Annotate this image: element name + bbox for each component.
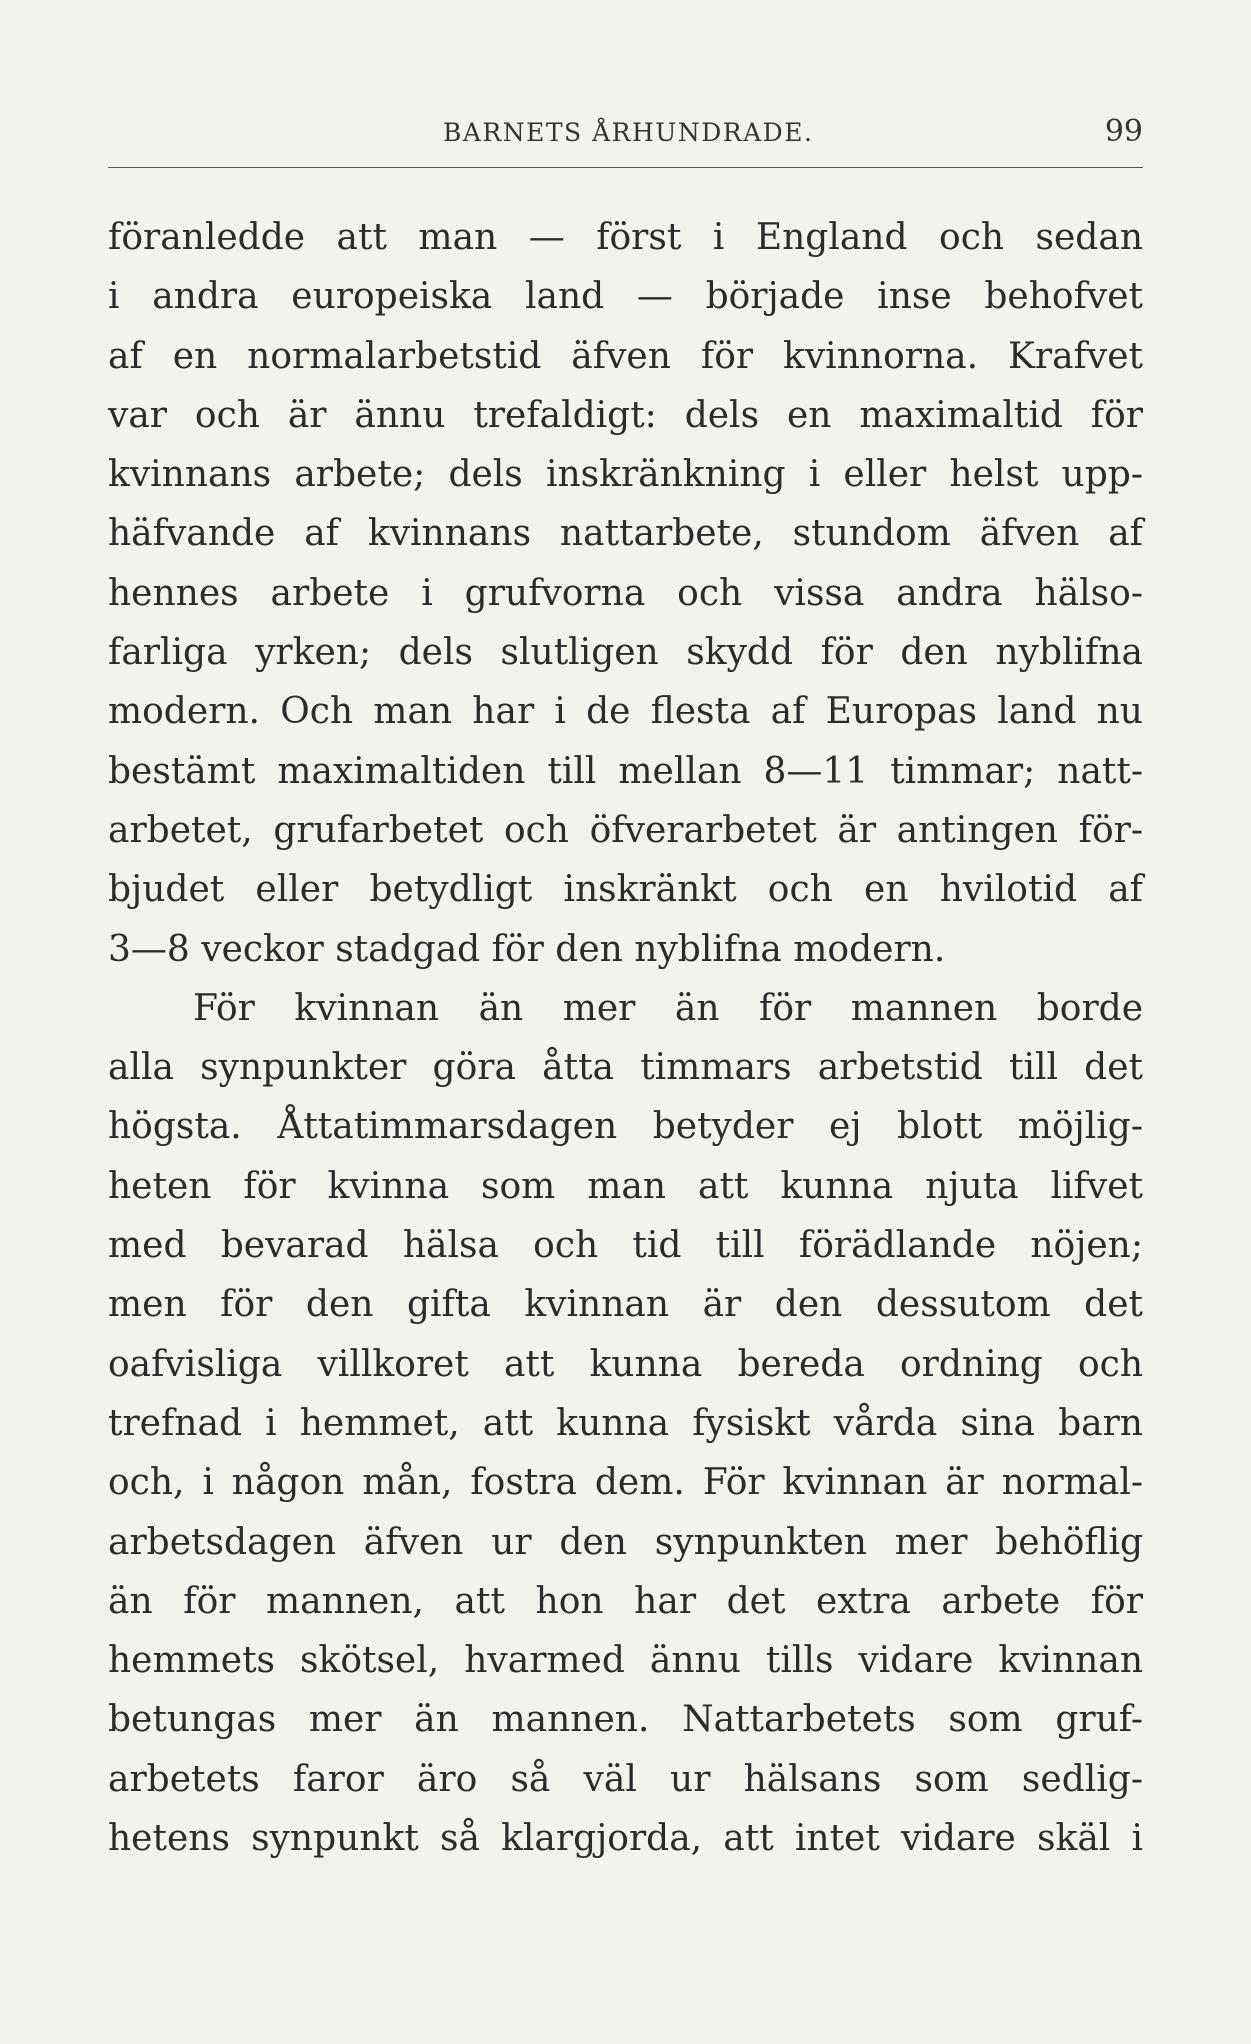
- text-line: modern. Och man har i de flesta af Europas land nu: [108, 691, 1143, 733]
- header-rule: [108, 167, 1143, 168]
- text-line: hetens synpunkt så klargjorda, att intet vidare skäl i: [108, 1818, 1143, 1860]
- text-line: arbetet, grufarbetet och öfverarbetet är antingen för-: [108, 809, 1143, 851]
- text-line: häfvande af kvinnans nattarbete, stundom äfven af: [108, 513, 1143, 555]
- text-line: bjudet eller betydligt inskränkt och en hvilotid af: [108, 869, 1143, 911]
- text-line: bestämt maximaltiden till mellan 8—11 timmar; natt-: [108, 750, 1143, 792]
- text-line: kvinnans arbete; dels inskränkning i eller helst upp-: [108, 454, 1143, 496]
- text-line: var och är ännu trefaldigt: dels en maximaltid för: [108, 394, 1143, 436]
- text-line: heten för kvinna som man att kunna njuta lifvet: [108, 1165, 1143, 1207]
- page-number: 99: [1104, 114, 1143, 149]
- running-head: [108, 112, 1143, 152]
- text-line: föranledde att man — först i England och sedan: [108, 217, 1143, 258]
- text-line: med bevarad hälsa och tid till förädlande nöjen;: [108, 1225, 1143, 1267]
- text-line: farliga yrken; dels slutligen skydd för den nyblifna: [108, 632, 1143, 674]
- text-line: i andra europeiska land — började inse behofvet: [108, 276, 1143, 318]
- text-line: trefnad i hemmet, att kunna fysiskt vårda sina barn: [108, 1402, 1143, 1444]
- text-line: betungas mer än mannen. Nattarbetets som gruf-: [108, 1699, 1143, 1741]
- text-line: och, i någon mån, fostra dem. För kvinnan är normal-: [108, 1462, 1143, 1504]
- text-line: än för mannen, att hon har det extra arbete för: [108, 1580, 1143, 1622]
- text-line: För kvinnan än mer än för mannen borde: [193, 987, 1143, 1029]
- text-line: arbetets faror äro så väl ur hälsans som sedlig-: [108, 1758, 1143, 1800]
- text-line: arbetsdagen äfven ur den synpunkten mer behöflig: [108, 1521, 1143, 1563]
- text-line: hemmets skötsel, hvarmed ännu tills vidare kvinnan: [108, 1640, 1143, 1682]
- text-line: 3—8 veckor stadgad för den nyblifna modern.: [108, 928, 946, 970]
- running-title: BARNETS ÅRHUNDRADE.: [443, 118, 814, 147]
- text-line: oafvisliga villkoret att kunna bereda ordning och: [108, 1343, 1143, 1385]
- text-line: alla synpunkter göra åtta timmars arbetstid till det: [108, 1047, 1143, 1089]
- text-line: hennes arbete i grufvorna och vissa andra hälso-: [108, 572, 1143, 614]
- text-line: af en normalarbetstid äfven för kvinnorna. Krafvet: [108, 335, 1143, 377]
- body-text: [108, 208, 1143, 1868]
- text-line: men för den gifta kvinnan är den dessutom det: [108, 1284, 1143, 1326]
- text-line: högsta. Åttatimmarsdagen betyder ej blott möjlig-: [108, 1106, 1143, 1148]
